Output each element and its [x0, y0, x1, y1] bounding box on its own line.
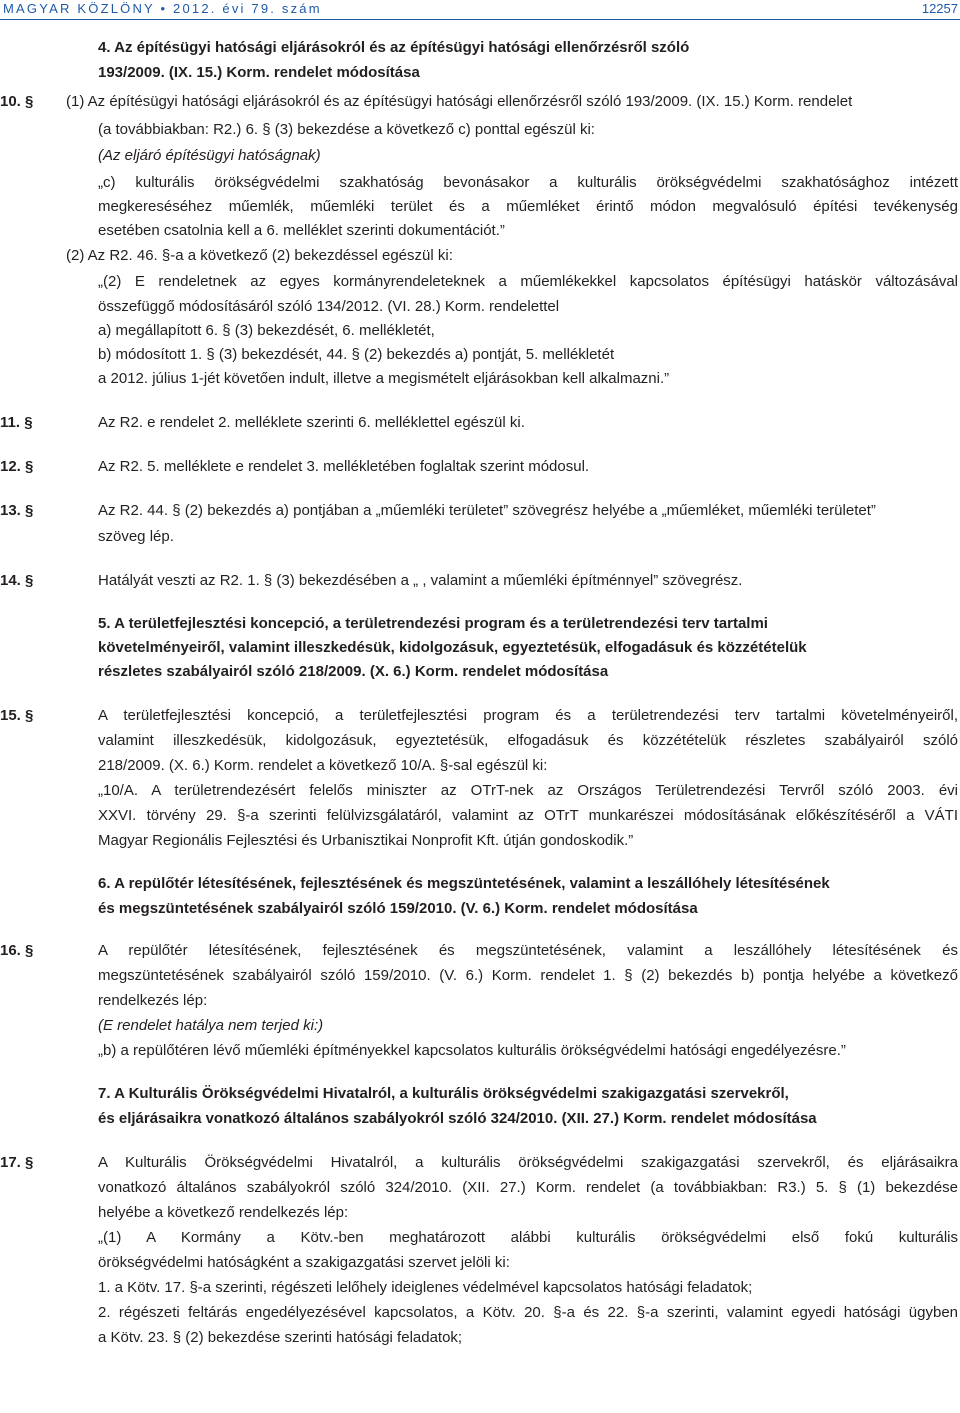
section-17-line2: vonatkozó általános szabályokról szóló 324/2010. (XII. 27.) Korm. rendelet (a továbbiakban: R3.) 5. § (1) bekezdése [98, 1179, 958, 1196]
section-15-line3: 218/2009. (X. 6.) Korm. rendelet a következő 10/A. §-sal egészül ki: [98, 757, 548, 774]
header-rule [0, 19, 960, 20]
heading-7-line2: és eljárásaikra vonatkozó általános szabályokról szóló 324/2010. (XII. 27.) Korm. rendelet módosítása [98, 1110, 817, 1127]
section-14-text: Hatályát veszti az R2. 1. § (3) bekezdésében a „ , valamint a műemléki építménnyel” szövegrész. [98, 572, 743, 589]
page-header [0, 0, 960, 20]
section-10-line7: (2) Az R2. 46. §-a a következő (2) bekezdéssel egészül ki: [66, 247, 453, 264]
section-17-line1: A Kulturális Örökségvédelmi Hivatalról, a kulturális örökségvédelmi szakigazgatási szervekről, és eljárásaikra [98, 1154, 958, 1171]
section-12-text: Az R2. 5. melléklete e rendelet 3. mellékletében foglaltak szerint módosul. [98, 458, 590, 475]
section-10-line5: megkereséséhez műemlék, műemléki terület és a műemléket érintő módon megvalósuló építési tevékenység [98, 198, 958, 215]
section-10-line4: „c) kulturális örökségvédelmi szakhatóság bevonásakor a kulturális örökségvédelmi szakhatósághoz intézett [98, 174, 958, 191]
section-15-line2: valamint illeszkedésük, kidolgozásuk, egyeztetésük, elfogadásuk és közzétételük részletes szabályairól szóló [98, 732, 958, 749]
section-16-line1: A repülőtér létesítésének, fejlesztésének és megszüntetésének, valamint a leszállóhely létesítésének és [98, 942, 958, 959]
section-16-line2: megszüntetésének szabályairól szóló 159/2010. (V. 6.) Korm. rendelet 1. § (2) bekezdés b) pontja helyébe a következő [98, 967, 958, 984]
section-15-line6: Magyar Regionális Fejlesztési és Urbanisztikai Nonprofit Kft. útján gondoskodik.” [98, 832, 634, 849]
section-17-line6: 1. a Kötv. 17. §-a szerinti, régészeti lelőhely ideiglenes védelmével kapcsolatos hatósági feladatok; [98, 1279, 753, 1296]
section-10-line9: összefüggő módosításáról szóló 134/2012. (VI. 28.) Korm. rendelettel [98, 298, 560, 315]
section-10-line12: a 2012. július 1-jét követően indult, illetve a megismételt eljárásokban kell alkalmazni.” [98, 370, 670, 387]
heading-5-line3: részletes szabályairól szóló 218/2009. (X. 6.) Korm. rendelet módosítása [98, 663, 609, 680]
section-17-line7: 2. régészeti feltárás engedélyezésével kapcsolatos, a Kötv. 20. §-a és 22. §-a szerinti, valamint egyedi hatósági ügyben [98, 1304, 958, 1321]
section-17-line4: „(1) A Kormány a Kötv.-ben meghatározott alábbi kulturális örökségvédelmi első fokú kulturális [98, 1229, 958, 1246]
heading-6-line1: 6. A repülőtér létesítésének, fejlesztésének és megszüntetésének, valamint a leszállóhely létesítésének [98, 875, 830, 892]
section-10-line3-italic: (Az eljáró építésügyi hatóságnak) [98, 147, 321, 164]
section-11-number: 11. § [0, 414, 33, 431]
section-10-line10: a) megállapított 6. § (3) bekezdését, 6. mellékletét, [98, 322, 435, 339]
section-15-line1: A területfejlesztési koncepció, a területfejlesztési program és a területrendezési terv tartalmi követelményeiről, [98, 707, 958, 724]
section-17-line8: a Kötv. 23. § (2) bekezdése szerinti hatósági feladatok; [98, 1329, 463, 1346]
heading-5-line2: követelményeiről, valamint illeszkedésük, kidolgozásuk, egyeztetésük, elfogadásuk és közzétételük [98, 639, 807, 656]
section-12-number: 12. § [0, 458, 34, 475]
section-15-line5: XXVI. törvény 29. §-a szerinti felülvizsgálatáról, valamint az OTrT munkarészei módosításának előkészítéséről a VÁTI [98, 807, 958, 824]
section-16-line5: „b) a repülőtéren lévő műemléki építményekkel kapcsolatos kulturális örökségvédelmi hatósági engedélyezésre.” [98, 1042, 846, 1059]
section-10-line2: (a továbbiakban: R2.) 6. § (3) bekezdése a következő c) ponttal egészül ki: [98, 121, 595, 138]
section-13-number: 13. § [0, 502, 34, 519]
heading-7-line1: 7. A Kulturális Örökségvédelmi Hivatalról, a kulturális örökségvédelmi szakigazgatási szervekről, [98, 1085, 789, 1102]
section-15-number: 15. § [0, 707, 34, 724]
section-17-number: 17. § [0, 1154, 34, 1171]
section-10-line8: „(2) E rendeletnek az egyes kormányrendeleteknek a műemlékekkel kapcsolatos építésügyi hatáskör változásával [98, 273, 958, 290]
section-17-line5: örökségvédelmi hatóságként a szakigazgatási szervet jelöli ki: [98, 1254, 510, 1271]
section-17-line3: helyébe a következő rendelkezés lép: [98, 1204, 349, 1221]
section-10-line11: b) módosított 1. § (3) bekezdését, 44. § (2) bekezdés a) pontját, 5. mellékletét [98, 346, 615, 363]
section-13-line2: szöveg lép. [98, 528, 174, 545]
section-10-line1: (1) Az építésügyi hatósági eljárásokról és az építésügyi hatósági ellenőrzésről szóló 193/2009. (IX. 15.) Korm. rendelet [66, 93, 853, 110]
section-14-number: 14. § [0, 572, 34, 589]
page-number: 12257 [921, 1, 958, 16]
section-11-text: Az R2. e rendelet 2. melléklete szerinti 6. melléklettel egészül ki. [98, 414, 525, 431]
journal-title: MAGYAR KÖZLÖNY • 2012. évi 79. szám [3, 1, 322, 16]
section-10-line6: esetében csatolnia kell a 6. melléklet szerinti dokumentációt.” [98, 222, 505, 239]
section-16-line3: rendelkezés lép: [98, 992, 208, 1009]
section-15-line4: „10/A. A területrendezésért felelős miniszter az OTrT-nek az Országos Területrendezési Tervről szóló 2003. évi [98, 782, 958, 799]
section-16-line4: (E rendelet hatálya nem terjed ki:) [98, 1017, 324, 1034]
section-13-line1: Az R2. 44. § (2) bekezdés a) pontjában a „műemléki területet” szövegrész helyébe a „műemléket, műemléki területet” [98, 502, 876, 519]
section-10-number: 10. § [0, 93, 34, 110]
heading-5-line1: 5. A területfejlesztési koncepció, a területrendezési program és a területrendezési terv tartalmi [98, 615, 768, 632]
heading-6-line2: és megszüntetésének szabályairól szóló 159/2010. (V. 6.) Korm. rendelet módosítása [98, 900, 698, 917]
heading-4-line2: 193/2009. (IX. 15.) Korm. rendelet módosítása [98, 64, 420, 81]
section-16-number: 16. § [0, 942, 34, 959]
heading-4-line1: 4. Az építésügyi hatósági eljárásokról és az építésügyi hatósági ellenőrzésről szóló [98, 39, 690, 56]
